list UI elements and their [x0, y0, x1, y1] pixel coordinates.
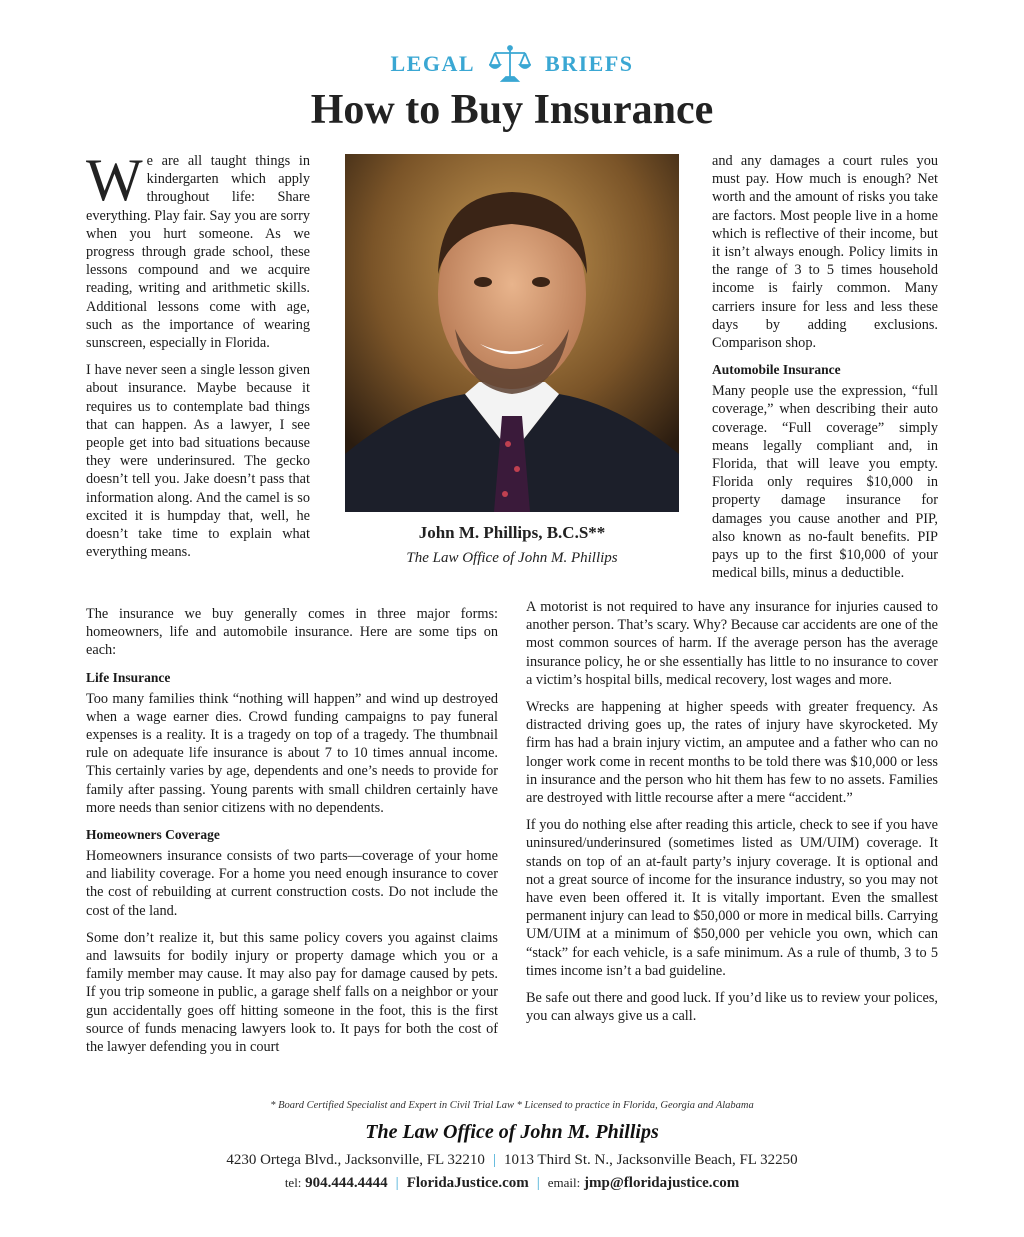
- column-right-lower: [526, 598, 938, 1034]
- separator: |: [492, 1152, 496, 1168]
- intro-text: e are all taught things in kindergarten which apply throughout life: Share everything. Play fair. Say you are sorry when you hurt someone. As we progress through grade school, these lessons compound and we acquire reading, writing and arithmetic skills. Additional lessons come with age, such as the importance of wearing sunscreen, especially in Florida.: [86, 153, 310, 352]
- homeowners-liability-paragraph: Some don’t realize it, but this same policy covers you against claims and lawsuits for bodily injury or property damage which you or a family member may cause. It may also pay for damage caused by pets. If you trip someone in public, a garage shelf falls on a neighbor or your gun accidentally goes off hitting someone in the foot, this is the first source of funds menacing lawyers look to. It pays for both the cost of the lawyer defending you in court: [86, 929, 498, 1056]
- website-link[interactable]: FloridaJustice.com: [406, 1175, 529, 1191]
- phone-link[interactable]: 904.444.4444: [305, 1175, 388, 1191]
- address-jacksonville-beach: 1013 Third St. N., Jacksonville Beach, FL 32250: [503, 1152, 798, 1168]
- three-forms-paragraph: The insurance we buy generally comes in three major forms: homeowners, life and automobile insurance. Here are some tips on each:: [86, 606, 498, 659]
- footer-firm-name: The Law Office of John M. Phillips: [365, 1121, 659, 1143]
- column-left-upper: [86, 147, 310, 570]
- column-left-lower: [86, 605, 498, 1065]
- motorist-paragraph: A motorist is not required to have any insurance for injuries caused to another person. That’s scary. Why? Because car accidents are one of the most common sources of harm. If the average person has the average insurance policy, he or she essentially has little to no insurance to cover a victim’s hospital bills, medical recovery, lost wages and more.: [526, 599, 938, 688]
- column-right-upper: [712, 152, 938, 591]
- homeowners-coverage-heading: Homeowners Coverage: [86, 827, 220, 843]
- tel-label: tel:: [284, 1175, 302, 1190]
- insurance-lesson-paragraph: I have never seen a single lesson given about insurance. Maybe because it requires us to contemplate bad things that can happen. As a lawyer, I see people get into bad situations because they were underinsured. The gecko doesn’t tell you. Jake doesn’t pass that information along. And the camel is so excited it is humpday that, well, he doesn’t take time to explain what everything means.: [86, 362, 310, 561]
- footnote: * Board Certified Specialist and Expert in Civil Trial Law * Licensed to practice in Florida, Georgia and Alabama: [270, 1100, 754, 1111]
- masthead: [0, 44, 1024, 84]
- author-name-caption: John M. Phillips, B.C.S**: [418, 523, 606, 542]
- closing-paragraph: Be safe out there and good luck. If you’d like us to review your polices, you can always give us a call.: [526, 990, 938, 1025]
- intro-paragraph: [86, 147, 310, 352]
- homeowners-parts-paragraph: Homeowners insurance consists of two parts—coverage of your home and liability coverage. For a home you need enough insurance to cover the cost of rebuilding at current construction costs. Do not include the cost of the land.: [86, 848, 498, 919]
- email-link[interactable]: jmp@floridajustice.com: [584, 1175, 740, 1191]
- wrecks-paragraph: Wrecks are happening at higher speeds with greater frequency. As distracted driving goes up, the rates of injury have skyrocketed. My firm has had a brain injury victim, an amputee and a father who can no longer work come in recent months to be told there was $10,000 or less in insurance and the person who hit them has few to no assets. Families are destroyed with little recourse after a mere “accident.”: [526, 699, 938, 807]
- masthead-briefs: BRIEFS: [545, 51, 634, 76]
- author-portrait-illustration: [345, 154, 679, 512]
- footer-contact: [0, 1175, 1024, 1192]
- email-label: email:: [547, 1175, 581, 1190]
- author-photo: [345, 154, 679, 512]
- article-title: How to Buy Insurance: [310, 87, 714, 133]
- drop-cap: W: [86, 147, 143, 213]
- author-firm-caption: The Law Office of John M. Phillips: [406, 550, 618, 566]
- um-uim-paragraph: If you do nothing else after reading this article, check to see if you have uninsured/underinsured (sometimes listed as UM/UIM) coverage. It stands on top of an at-fault party’s injury coverage. It is optional and not a great source of income for the insurance industry, so you may not have even been offered it. It is vitally important. Even the smallest permanent injury can lead to $50,000 or more in medical bills. Carrying UM/UIM at a minimum of $50,000 per vehicle you own, which can “stack” for each vehicle, is a safe minimum. As a rule of thumb, 3 to 5 times income isn’t a bad guideline.: [526, 817, 938, 979]
- footer-addresses: [0, 1152, 1024, 1169]
- separator: |: [395, 1175, 399, 1191]
- masthead-legal: LEGAL: [390, 51, 476, 76]
- address-jacksonville: 4230 Ortega Blvd., Jacksonville, FL 32210: [226, 1152, 485, 1168]
- separator: |: [536, 1175, 540, 1191]
- scales-of-justice-icon: [489, 44, 531, 84]
- automobile-insurance-heading: Automobile Insurance: [712, 362, 841, 378]
- policy-limits-paragraph: and any damages a court rules you must pay. How much is enough? Net worth and the amount of risks you take are factors. Most people live in a home which is reflective of their income, but it isn’t always enough. Policy limits in the range of 3 to 5 times household income is fairly common. Many carriers insure for less and less these days by adding exclusions. Comparison shop.: [712, 153, 938, 352]
- life-insurance-heading: Life Insurance: [86, 669, 171, 685]
- life-insurance-paragraph: Too many families think “nothing will happen” and wind up destroyed when a wage earner dies. Crowd funding campaigns to pay funeral expenses is a reality. It is a tragedy on top of a tragedy. The thumbnail rule on adequate life insurance is about 7 to 10 times annual income. This certainly varies by age, dependents and one’s needs to provide for family after passing. Young parents with small children certainly have more needs than senior citizens with no dependents.: [86, 690, 498, 816]
- full-coverage-paragraph: Many people use the expression, “full coverage,” when describing their auto coverage. “Full coverage” simply means legally compliant and, in Florida, that will leave you empty. Florida only requires $10,000 in property damage insurance for damages you cause another and PIP, also known as no-fault benefits. PIP pays up to the first $10,000 of your medical bills, minus a deductible.: [712, 383, 938, 582]
